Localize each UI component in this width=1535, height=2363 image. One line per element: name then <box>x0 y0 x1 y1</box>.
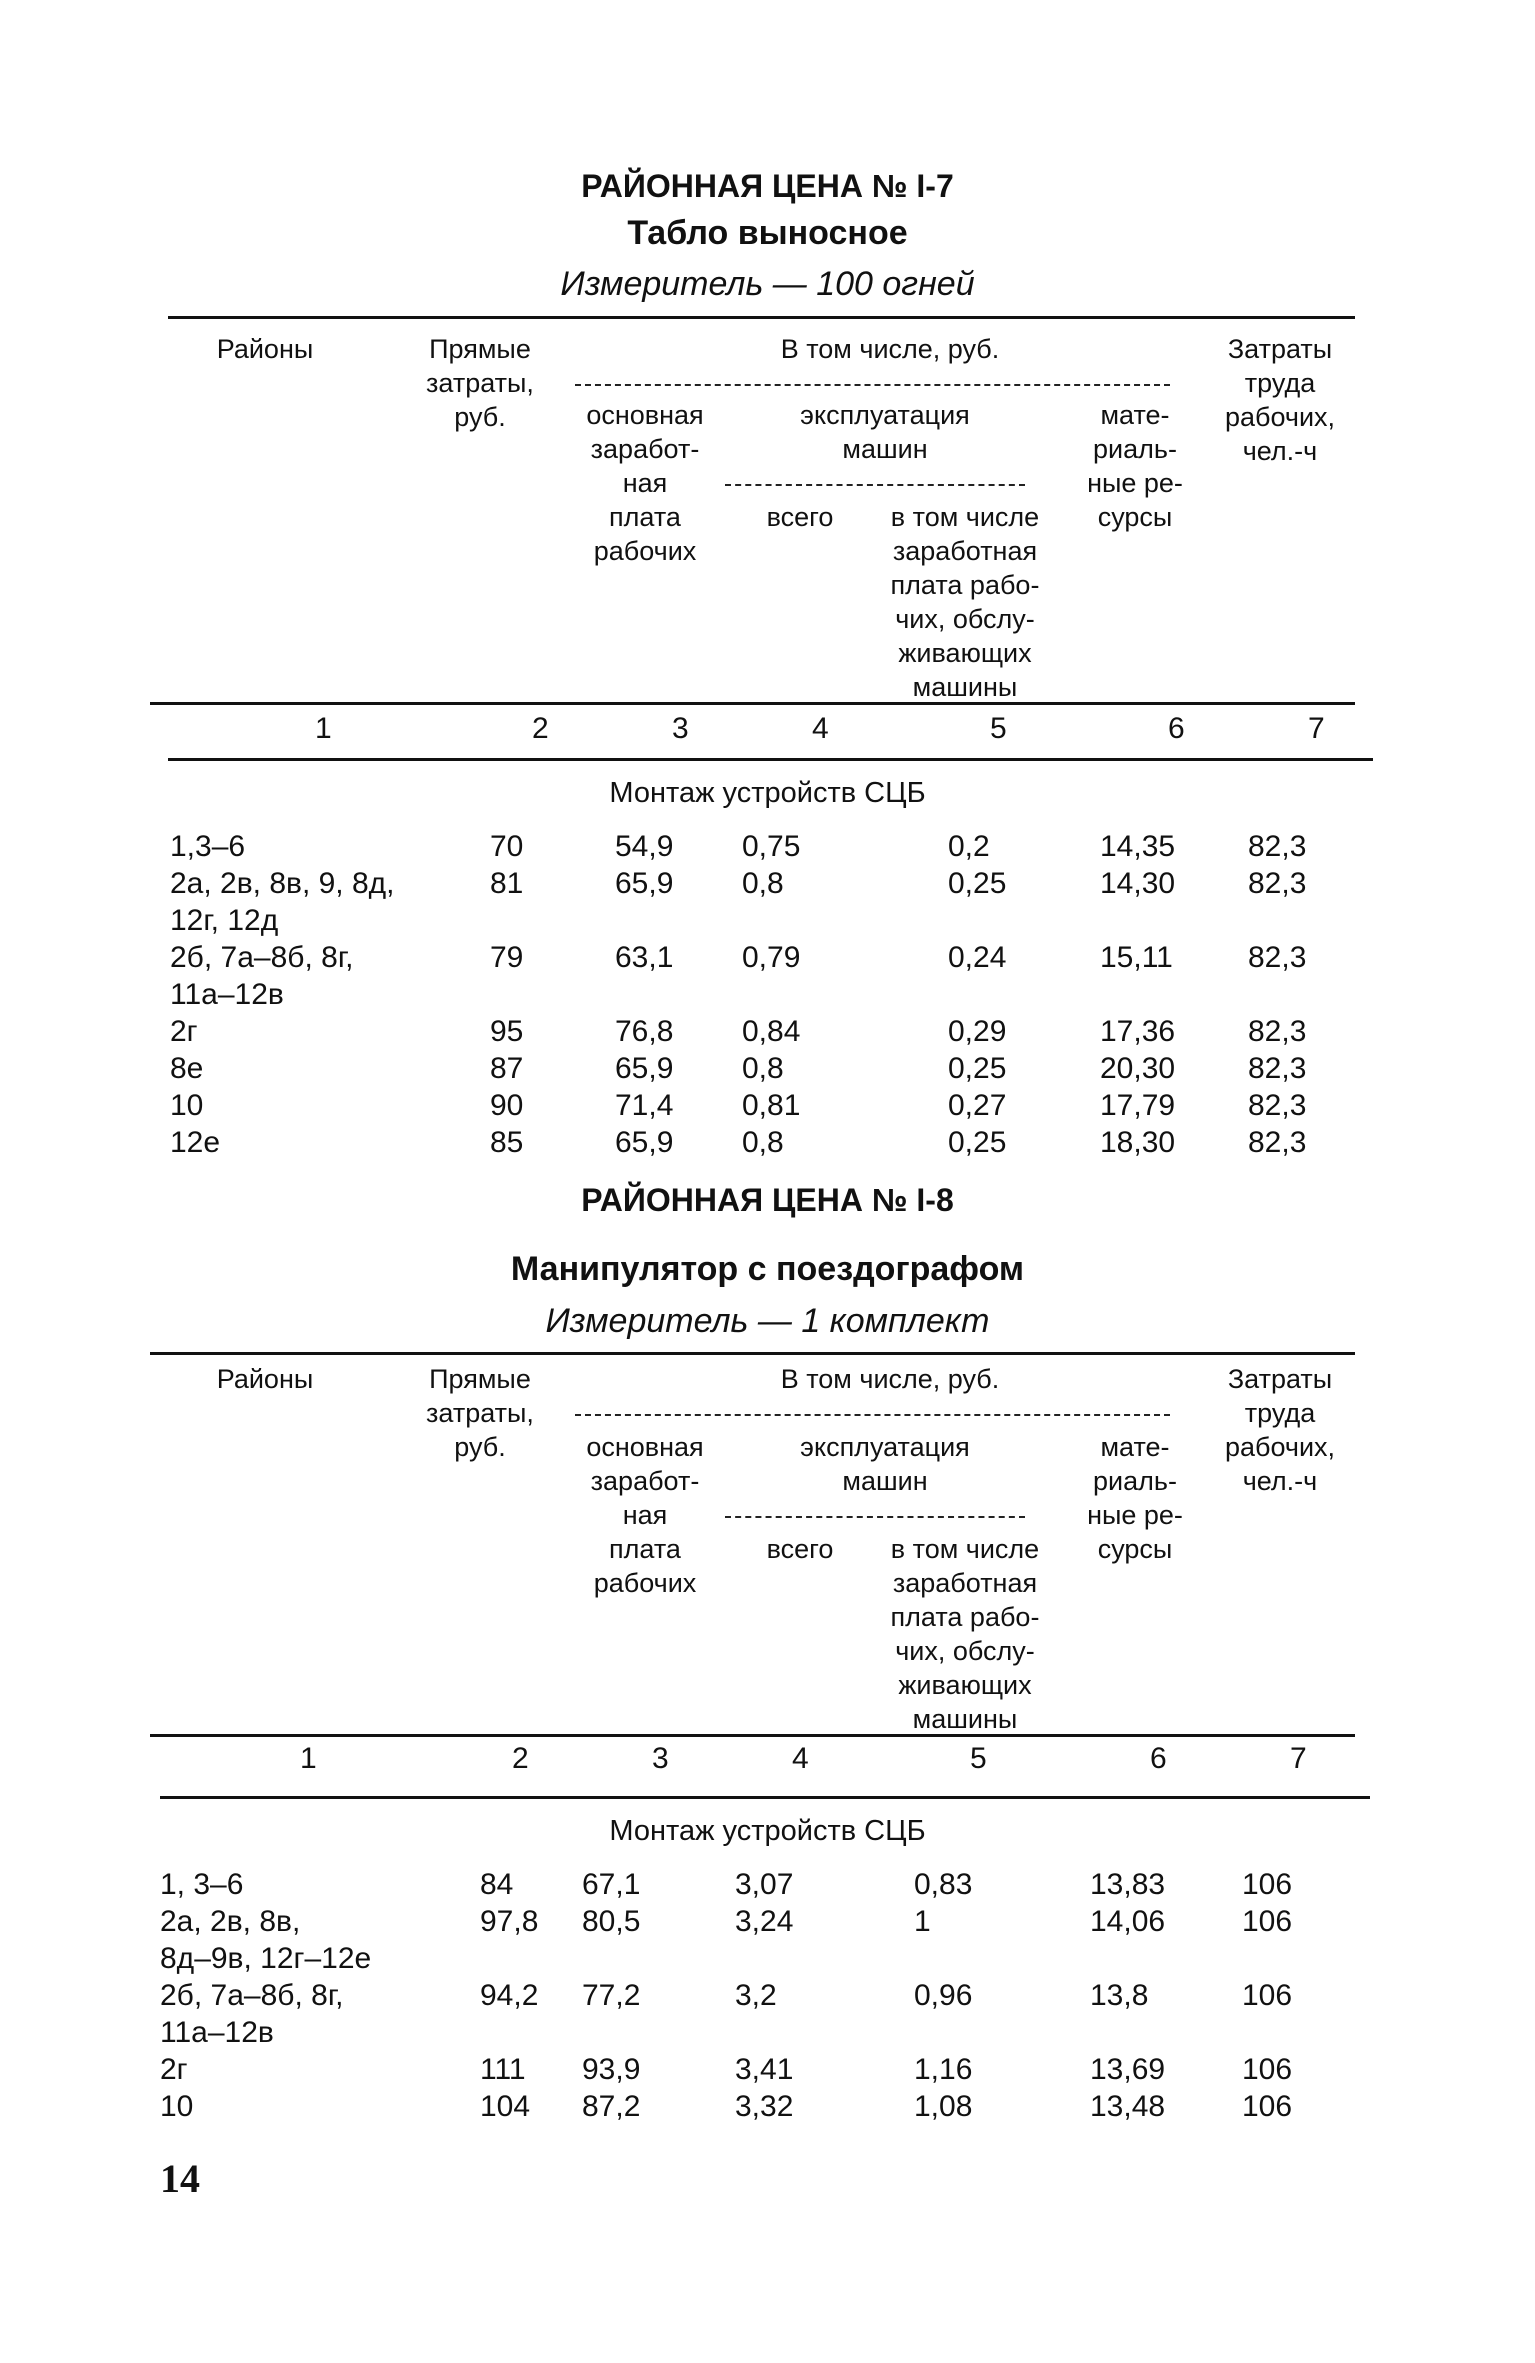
value-cell-c7: 82,3 <box>1248 1052 1307 1085</box>
value-cell-c5: 0,25 <box>948 867 1007 900</box>
value-cell-c4: 0,8 <box>742 1126 784 1159</box>
table2-header-machine-operation: эксплуатация машин <box>800 1432 970 1496</box>
table2-colnum-1: 1 <box>300 1742 317 1775</box>
table1-header-direct-costs: Прямые затраты, руб. <box>426 334 534 432</box>
table-row-continuation <box>0 2016 1535 2056</box>
table-row <box>0 2053 1535 2093</box>
table-row <box>0 1015 1535 1055</box>
table2-colnum-2: 2 <box>512 1742 529 1775</box>
value-cell-c6: 20,30 <box>1100 1052 1176 1085</box>
table2-section-title: Монтаж устройств СЦБ <box>609 1815 926 1847</box>
table-row <box>0 1089 1535 1129</box>
value-cell-c5: 0,29 <box>948 1015 1007 1048</box>
value-cell-c6: 13,69 <box>1090 2053 1166 2086</box>
value-cell-c6: 17,79 <box>1100 1089 1176 1122</box>
value-cell-c3: 93,9 <box>582 2053 641 2086</box>
table2-header-regions: Районы <box>216 1364 314 1394</box>
table2-colnum-5: 5 <box>970 1742 987 1775</box>
region-cell: 12г, 12д <box>170 904 279 937</box>
table-row-continuation <box>0 978 1535 1018</box>
table1-colnum-4: 4 <box>812 712 829 745</box>
value-cell-c2: 94,2 <box>480 1979 539 2012</box>
table2-header-group: В том числе, руб. <box>780 1364 1000 1394</box>
value-cell-c3: 65,9 <box>615 1126 674 1159</box>
table-row <box>0 830 1535 870</box>
table-row-continuation <box>0 904 1535 944</box>
region-cell: 11а–12в <box>170 978 284 1011</box>
value-cell-c4: 0,8 <box>742 1052 784 1085</box>
table1-subgroup-dash <box>725 484 1025 486</box>
table1-header-incl-wages: в том числе заработная плата рабо- чих, обслу- живающих машины <box>890 502 1040 702</box>
value-cell-c5: 1,16 <box>914 2053 973 2086</box>
value-cell-c6: 17,36 <box>1100 1015 1176 1048</box>
table2-group-dash <box>575 1414 1170 1416</box>
table1-section-title: Монтаж устройств СЦБ <box>609 777 926 809</box>
table1-colnum-1: 1 <box>315 712 332 745</box>
value-cell-c7: 82,3 <box>1248 830 1307 863</box>
value-cell-c2: 85 <box>490 1126 524 1159</box>
value-cell-c6: 18,30 <box>1100 1126 1176 1159</box>
value-cell-c3: 67,1 <box>582 1868 641 1901</box>
region-cell: 1,3–6 <box>170 830 246 863</box>
table2-header-wages: основная заработ- ная плата рабочих <box>586 1432 704 1598</box>
value-cell-c6: 14,35 <box>1100 830 1176 863</box>
table1-colnum-3: 3 <box>672 712 689 745</box>
table1-colnum-5: 5 <box>990 712 1007 745</box>
table1-top-rule <box>168 316 1355 319</box>
table2-colnum-rule <box>160 1796 1370 1799</box>
table-row <box>0 1052 1535 1092</box>
table2-header-incl-wages: в том числе заработная плата рабо- чих, обслу- живающих машины <box>890 1534 1040 1734</box>
table1-header-group: В том числе, руб. <box>780 334 1000 364</box>
table2-header-total: всего <box>766 1534 834 1564</box>
value-cell-c6: 13,83 <box>1090 1868 1166 1901</box>
value-cell-c4: 3,07 <box>735 1868 794 1901</box>
value-cell-c7: 82,3 <box>1248 941 1307 974</box>
value-cell-c4: 0,8 <box>742 867 784 900</box>
table1-header-machine-operation: эксплуатация машин <box>800 400 970 464</box>
region-cell: 10 <box>160 2090 194 2123</box>
table1-heading: РАЙОННАЯ ЦЕНА № I-7 <box>581 168 954 204</box>
value-cell-c7: 106 <box>1242 1905 1293 1938</box>
table2-colnum-3: 3 <box>652 1742 669 1775</box>
table2-heading: РАЙОННАЯ ЦЕНА № I-8 <box>581 1182 954 1218</box>
value-cell-c2: 84 <box>480 1868 514 1901</box>
table1-header-rule <box>150 702 1355 705</box>
value-cell-c3: 80,5 <box>582 1905 641 1938</box>
value-cell-c5: 1 <box>914 1905 931 1938</box>
value-cell-c7: 106 <box>1242 2053 1293 2086</box>
table-row <box>0 1868 1535 1908</box>
value-cell-c3: 54,9 <box>615 830 674 863</box>
table2-header-labor: Затраты труда рабочих, чел.-ч <box>1224 1364 1336 1496</box>
region-cell: 2б, 7а–8б, 8г, <box>170 941 354 974</box>
region-cell: 2а, 2в, 8в, 9, 8д, <box>170 867 395 900</box>
value-cell-c4: 3,2 <box>735 1979 777 2012</box>
region-cell: 2г <box>170 1015 198 1048</box>
table-row <box>0 1126 1535 1166</box>
table2-header-rule <box>150 1734 1355 1737</box>
table1-colnum-7: 7 <box>1308 712 1325 745</box>
value-cell-c6: 13,48 <box>1090 2090 1166 2123</box>
value-cell-c7: 82,3 <box>1248 1126 1307 1159</box>
table2-subheading: Манипулятор с поездографом <box>510 1250 1025 1288</box>
table2-colnum-4: 4 <box>792 1742 809 1775</box>
table2-top-rule <box>150 1352 1355 1355</box>
table2-measure: Измеритель — 1 комплект <box>545 1302 990 1340</box>
table1-header-wages: основная заработ- ная плата рабочих <box>586 400 704 566</box>
value-cell-c6: 13,8 <box>1090 1979 1149 2012</box>
table1-colnum-6: 6 <box>1168 712 1185 745</box>
value-cell-c5: 1,08 <box>914 2090 973 2123</box>
value-cell-c4: 3,24 <box>735 1905 794 1938</box>
table-row-continuation <box>0 1942 1535 1982</box>
table1-measure: Измеритель — 100 огней <box>560 265 975 303</box>
value-cell-c5: 0,96 <box>914 1979 973 2012</box>
value-cell-c5: 0,25 <box>948 1126 1007 1159</box>
region-cell: 1, 3–6 <box>160 1868 244 1901</box>
table1-header-labor: Затраты труда рабочих, чел.-ч <box>1224 334 1336 466</box>
value-cell-c4: 3,41 <box>735 2053 794 2086</box>
value-cell-c4: 0,75 <box>742 830 801 863</box>
value-cell-c4: 0,84 <box>742 1015 801 1048</box>
value-cell-c6: 14,06 <box>1090 1905 1166 1938</box>
value-cell-c7: 82,3 <box>1248 1015 1307 1048</box>
table1-subheading: Табло выносное <box>627 214 908 252</box>
value-cell-c6: 15,11 <box>1100 941 1173 974</box>
region-cell: 8е <box>170 1052 204 1085</box>
table-row <box>0 867 1535 907</box>
region-cell: 8д–9в, 12г–12е <box>160 1942 372 1975</box>
value-cell-c4: 0,81 <box>742 1089 801 1122</box>
value-cell-c7: 106 <box>1242 1868 1293 1901</box>
value-cell-c3: 71,4 <box>615 1089 674 1122</box>
table1-header-regions: Районы <box>216 334 314 364</box>
value-cell-c5: 0,27 <box>948 1089 1007 1122</box>
value-cell-c7: 106 <box>1242 2090 1293 2123</box>
table-row <box>0 1979 1535 2019</box>
table2-colnum-7: 7 <box>1290 1742 1307 1775</box>
value-cell-c3: 87,2 <box>582 2090 641 2123</box>
table1-colnum-2: 2 <box>532 712 549 745</box>
value-cell-c3: 76,8 <box>615 1015 674 1048</box>
value-cell-c2: 90 <box>490 1089 524 1122</box>
value-cell-c2: 79 <box>490 941 524 974</box>
value-cell-c3: 65,9 <box>615 867 674 900</box>
value-cell-c2: 104 <box>480 2090 531 2123</box>
table1-colnum-rule <box>168 758 1373 761</box>
value-cell-c5: 0,83 <box>914 1868 973 1901</box>
value-cell-c5: 0,2 <box>948 830 990 863</box>
page-number: 14 <box>160 2156 200 2201</box>
value-cell-c3: 77,2 <box>582 1979 641 2012</box>
table-row <box>0 2090 1535 2130</box>
region-cell: 2г <box>160 2053 188 2086</box>
value-cell-c2: 111 <box>480 2053 526 2086</box>
value-cell-c2: 95 <box>490 1015 524 1048</box>
value-cell-c4: 0,79 <box>742 941 801 974</box>
value-cell-c7: 106 <box>1242 1979 1293 2012</box>
value-cell-c6: 14,30 <box>1100 867 1176 900</box>
table-row <box>0 1905 1535 1945</box>
region-cell: 10 <box>170 1089 204 1122</box>
value-cell-c4: 3,32 <box>735 2090 794 2123</box>
table-row <box>0 941 1535 981</box>
table1-header-materials: мате- риаль- ные ре- сурсы <box>1087 400 1183 532</box>
region-cell: 12е <box>170 1126 221 1159</box>
value-cell-c2: 81 <box>490 867 524 900</box>
value-cell-c7: 82,3 <box>1248 1089 1307 1122</box>
table1-group-dash <box>575 384 1170 386</box>
table2-colnum-6: 6 <box>1150 1742 1167 1775</box>
table2-subgroup-dash <box>725 1516 1025 1518</box>
value-cell-c7: 82,3 <box>1248 867 1307 900</box>
value-cell-c3: 63,1 <box>615 941 674 974</box>
table2-header-materials: мате- риаль- ные ре- сурсы <box>1087 1432 1183 1564</box>
value-cell-c5: 0,25 <box>948 1052 1007 1085</box>
value-cell-c2: 70 <box>490 830 524 863</box>
region-cell: 2а, 2в, 8в, <box>160 1905 301 1938</box>
value-cell-c3: 65,9 <box>615 1052 674 1085</box>
table1-header-total: всего <box>766 502 834 532</box>
value-cell-c2: 97,8 <box>480 1905 539 1938</box>
value-cell-c2: 87 <box>490 1052 524 1085</box>
region-cell: 2б, 7а–8б, 8г, <box>160 1979 344 2012</box>
region-cell: 11а–12в <box>160 2016 274 2049</box>
value-cell-c5: 0,24 <box>948 941 1007 974</box>
table2-header-direct-costs: Прямые затраты, руб. <box>426 1364 534 1462</box>
